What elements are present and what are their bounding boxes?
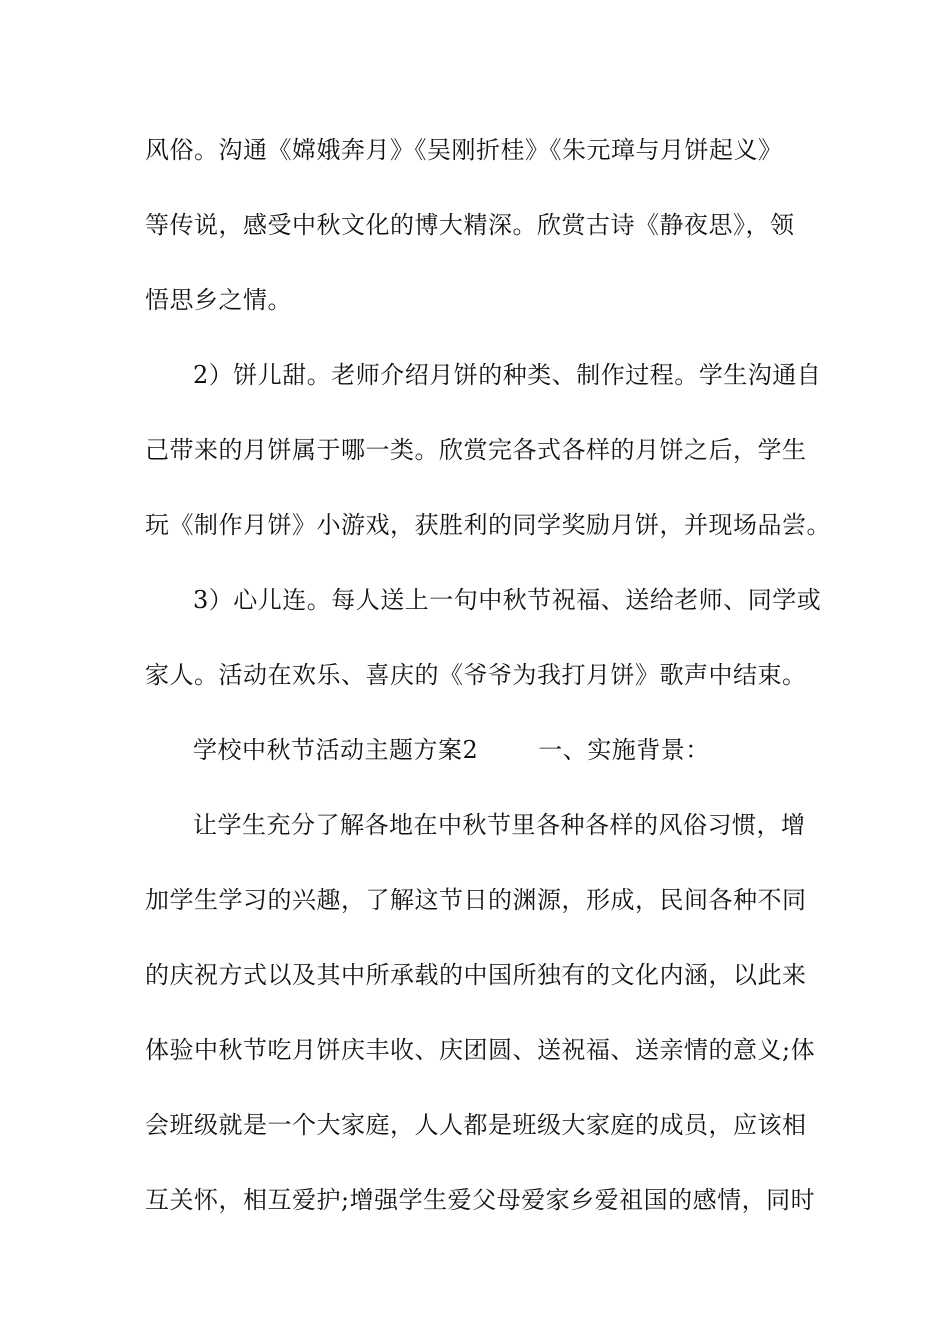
text-line: 家人。活动在欢乐、喜庆的《爷爷为我打月饼》歌声中结束。 (145, 661, 807, 689)
text-line: 让学生充分了解各地在中秋节里各种各样的风俗习惯，增 (193, 811, 806, 839)
text-line: 2）饼儿甜。老师介绍月饼的种类、制作过程。学生沟通自 (193, 361, 822, 389)
text-line: 会班级就是一个大家庭，人人都是班级大家庭的成员，应该相 (145, 1111, 807, 1139)
text-line: 己带来的月饼属于哪一类。欣赏完各式各样的月饼之后，学生 (145, 436, 807, 464)
text-line: 风俗。沟通《嫦娥奔月》《吴刚折桂》《朱元璋与月饼起义》 (145, 136, 783, 164)
text-line: 3）心儿连。每人送上一句中秋节祝福、送给老师、同学或 (193, 586, 822, 614)
text-line: 悟思乡之情。 (145, 286, 292, 314)
text-line: 等传说，感受中秋文化的博大精深。欣赏古诗《静夜思》，领 (145, 211, 795, 239)
subsection-title: 一、实施背景： (538, 736, 710, 764)
section-heading-line (193, 730, 863, 770)
text-line: 加学生学习的兴趣，了解这节日的渊源，形成，民间各种不同 (145, 886, 807, 914)
section-title: 学校中秋节活动主题方案2 (193, 736, 479, 764)
text-line: 体验中秋节吃月饼庆丰收、庆团圆、送祝福、送亲情的意义;体 (145, 1036, 816, 1064)
text-line: 玩《制作月饼》小游戏，获胜利的同学奖励月饼，并现场品尝。 (145, 511, 831, 539)
text-line: 互关怀，相互爱护;增强学生爱父母爱家乡爱祖国的感情，同时 (145, 1186, 816, 1214)
text-line: 的庆祝方式以及其中所承载的中国所独有的文化内涵，以此来 (145, 961, 807, 989)
